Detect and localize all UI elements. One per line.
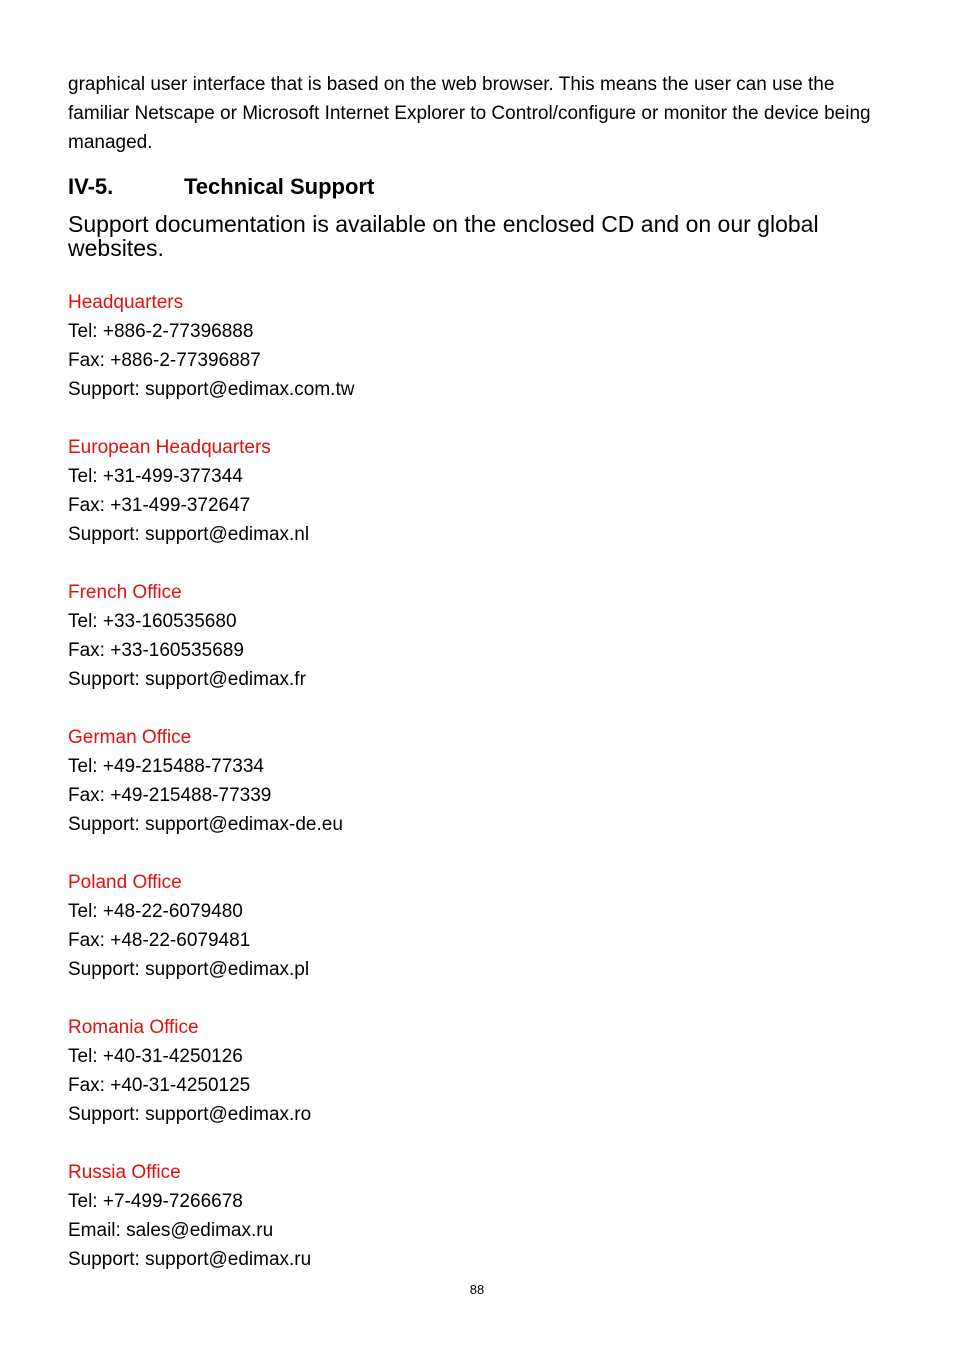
office-name: German Office [68, 727, 192, 748]
office-tel: Tel: +33-160535680 [68, 611, 237, 632]
office-tel: Tel: +31-499-377344 [68, 466, 243, 487]
office-european-headquarters [68, 433, 888, 549]
office-support: Support: support@edimax.com.tw [68, 379, 355, 400]
section-title: Technical Support [184, 174, 375, 199]
intro-paragraph: graphical user interface that is based on the web browser. This means the user can use the familiar Netscape or Microsoft Internet Explorer to Control/configure or monitor the device being managed. [68, 74, 871, 153]
office-fax: Fax: +31-499-372647 [68, 495, 251, 516]
office-name: Russia Office [68, 1162, 181, 1183]
office-tel: Tel: +49-215488-77334 [68, 756, 264, 777]
office-tel: Tel: +7-499-7266678 [68, 1191, 243, 1212]
office-support: Support: support@edimax-de.eu [68, 814, 343, 835]
office-russia [68, 1158, 888, 1274]
office-name: Headquarters [68, 292, 184, 313]
office-name: French Office [68, 582, 182, 603]
office-tel: Tel: +48-22-6079480 [68, 901, 243, 922]
office-fax: Fax: +33-160535689 [68, 640, 244, 661]
office-support: Support: support@edimax.nl [68, 524, 310, 545]
office-support: Support: support@edimax.pl [68, 959, 310, 980]
office-fax: Fax: +886-2-77396887 [68, 350, 261, 371]
office-poland [68, 868, 888, 984]
office-fax: Fax: +49-215488-77339 [68, 785, 272, 806]
office-email: Email: sales@edimax.ru [68, 1220, 274, 1241]
document-page [68, 70, 888, 1303]
office-name: Romania Office [68, 1017, 199, 1038]
office-name: Poland Office [68, 872, 182, 893]
section-heading [68, 172, 888, 202]
office-headquarters [68, 288, 888, 404]
office-fax: Fax: +40-31-4250125 [68, 1075, 251, 1096]
section-number: IV-5. [68, 174, 114, 199]
office-support: Support: support@edimax.ru [68, 1249, 312, 1270]
office-support: Support: support@edimax.fr [68, 669, 306, 690]
office-tel: Tel: +886-2-77396888 [68, 321, 254, 342]
office-fax: Fax: +48-22-6079481 [68, 930, 251, 951]
office-french [68, 578, 888, 694]
office-name: European Headquarters [68, 437, 271, 458]
lead-paragraph: Support documentation is available on the enclosed CD and on our global websites. [68, 211, 819, 261]
office-german [68, 723, 888, 839]
office-romania [68, 1013, 888, 1129]
page-number: 88 [469, 1282, 485, 1297]
office-list [68, 288, 888, 1274]
office-tel: Tel: +40-31-4250126 [68, 1046, 243, 1067]
office-support: Support: support@edimax.ro [68, 1104, 312, 1125]
